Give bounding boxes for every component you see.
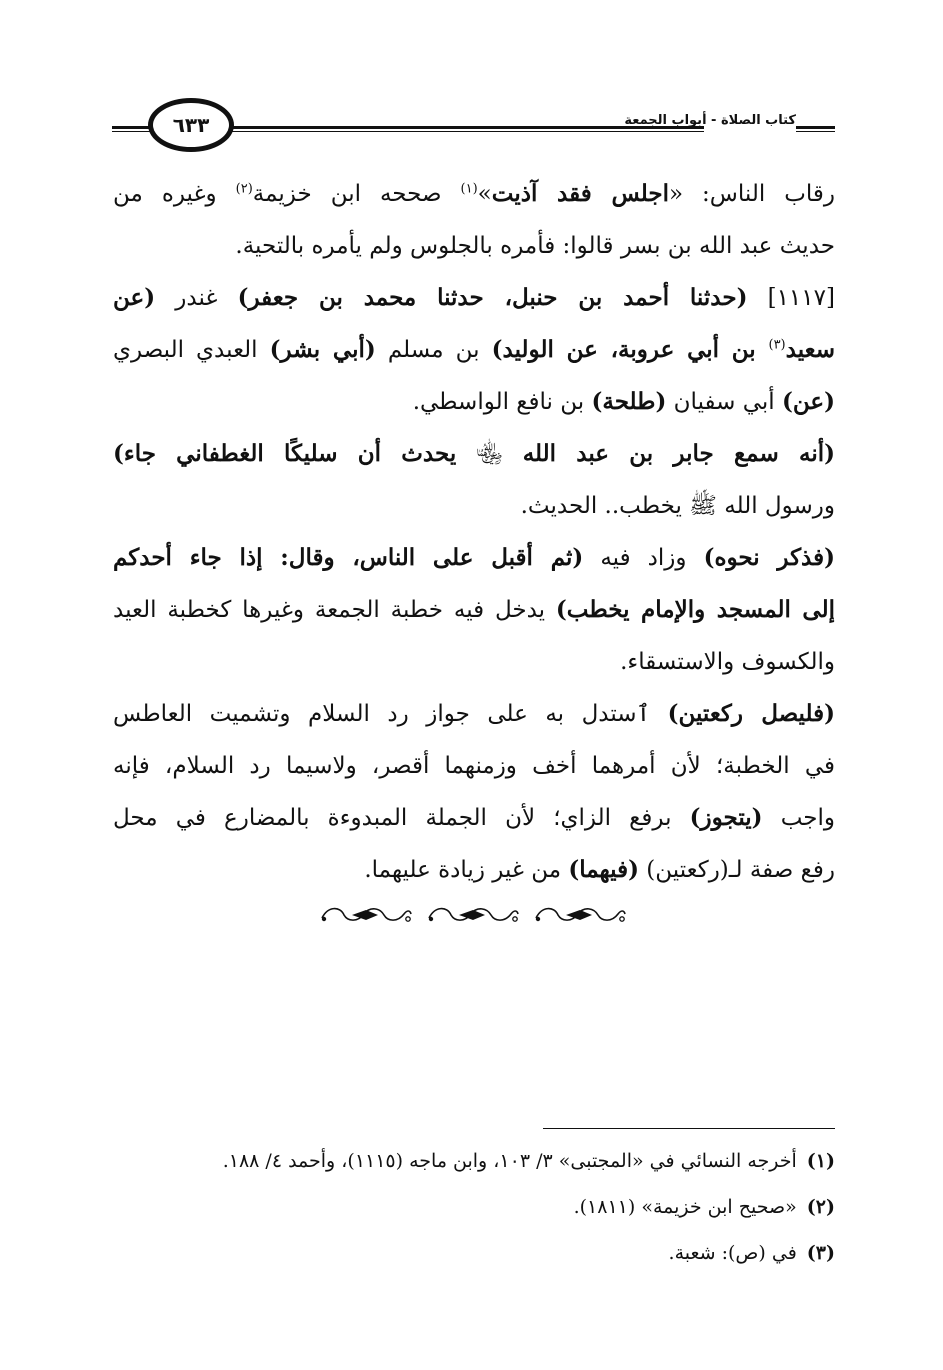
text-line: (أنه سمع جابر بن عبد الله ﵄ يحدث أن سليكًا الغطفاني جاء) <box>113 440 835 467</box>
text-line: (فذكر نحوه) وزاد فيه (ثم أقبل على الناس، وقال: إذا جاء أحدكم <box>113 544 835 571</box>
footnote-text: أخرجه النسائي في «المجتبى» ٣/ ١٠٣، وابن ماجه (١١١٥)، وأحمد ٤/ ١٨٨. <box>222 1150 797 1172</box>
text-line: ورسول الله ﷺ يخطب.. الحديث. <box>520 493 835 519</box>
text-line: (عن) أبي سفيان (طلحة) بن نافع الواسطي. <box>412 388 835 415</box>
text-line: والكسوف والاستسقاء. <box>620 649 835 675</box>
running-title: كتاب الصلاة - أبواب الجمعة <box>624 113 796 128</box>
text-line: [١١١٧] (حدثنا أحمد بن حنبل، حدثنا محمد بن جعفر) غندر (عن <box>113 284 835 311</box>
ornament-flourish-icon <box>532 902 628 928</box>
footnote-text: في (ص): شعبة. <box>668 1242 797 1264</box>
honorific-glyph: ﵄ <box>456 441 523 467</box>
footnote-ref: (٣) <box>768 337 786 353</box>
section-ornament <box>318 900 628 930</box>
text-line: حديث عبد الله بن بسر قالوا: فأمره بالجلوس ولم يأمره بالتحية. <box>235 233 835 259</box>
footnote-number: (١) <box>806 1150 835 1172</box>
footnote-number: (٣) <box>806 1242 835 1264</box>
text-line: رفع صفة لـ(ركعتين) (فيهما) من غير زيادة عليهما. <box>364 856 835 883</box>
text-line: (فليصل ركعتين) ٱستدل به على جواز رد السلام وتشميت العاطس <box>113 700 835 727</box>
page-number: ٦٣٣ <box>148 98 234 152</box>
running-header <box>112 95 835 165</box>
footnotes <box>113 1138 835 1276</box>
footnote-text: «صحيح ابن خزيمة» (١٨١١). <box>573 1196 797 1218</box>
text-line: في الخطبة؛ لأن أمرهما أخف وزمنهما أقصر، ولاسيما رد السلام، فإنه <box>113 753 835 779</box>
footnote-ref: (٢) <box>235 181 253 197</box>
text-line: إلى المسجد والإمام يخطب) يدخل فيه خطبة الجمعة وغيرها كخطبة العيد <box>113 596 835 623</box>
footnote-number: (٢) <box>806 1196 835 1218</box>
text-line: واجب (يتجوز) برفع الزاي؛ لأن الجملة المبدوءة بالمضارع في محل <box>113 804 835 831</box>
text-line: سعيد$^{(٣)}$ بن أبي عروبة، عن الوليد) بن مسلم (أبي بشر) العبدي البصري <box>113 336 835 363</box>
footnote-ref: (١) <box>460 181 478 197</box>
ornament-flourish-icon <box>318 902 414 928</box>
ornament-flourish-icon <box>425 902 521 928</box>
header-rule <box>796 126 835 132</box>
footnote <box>113 1138 835 1184</box>
main-text <box>113 168 835 896</box>
footnote <box>113 1184 835 1230</box>
footnote-separator <box>543 1128 835 1129</box>
text-line: رقاب الناس: «اجلس فقد آذيت»$^{(١)}$ صححه ابن خزيمة$^{(٢)}$ وغيره من <box>113 180 835 207</box>
footnote <box>113 1230 835 1276</box>
